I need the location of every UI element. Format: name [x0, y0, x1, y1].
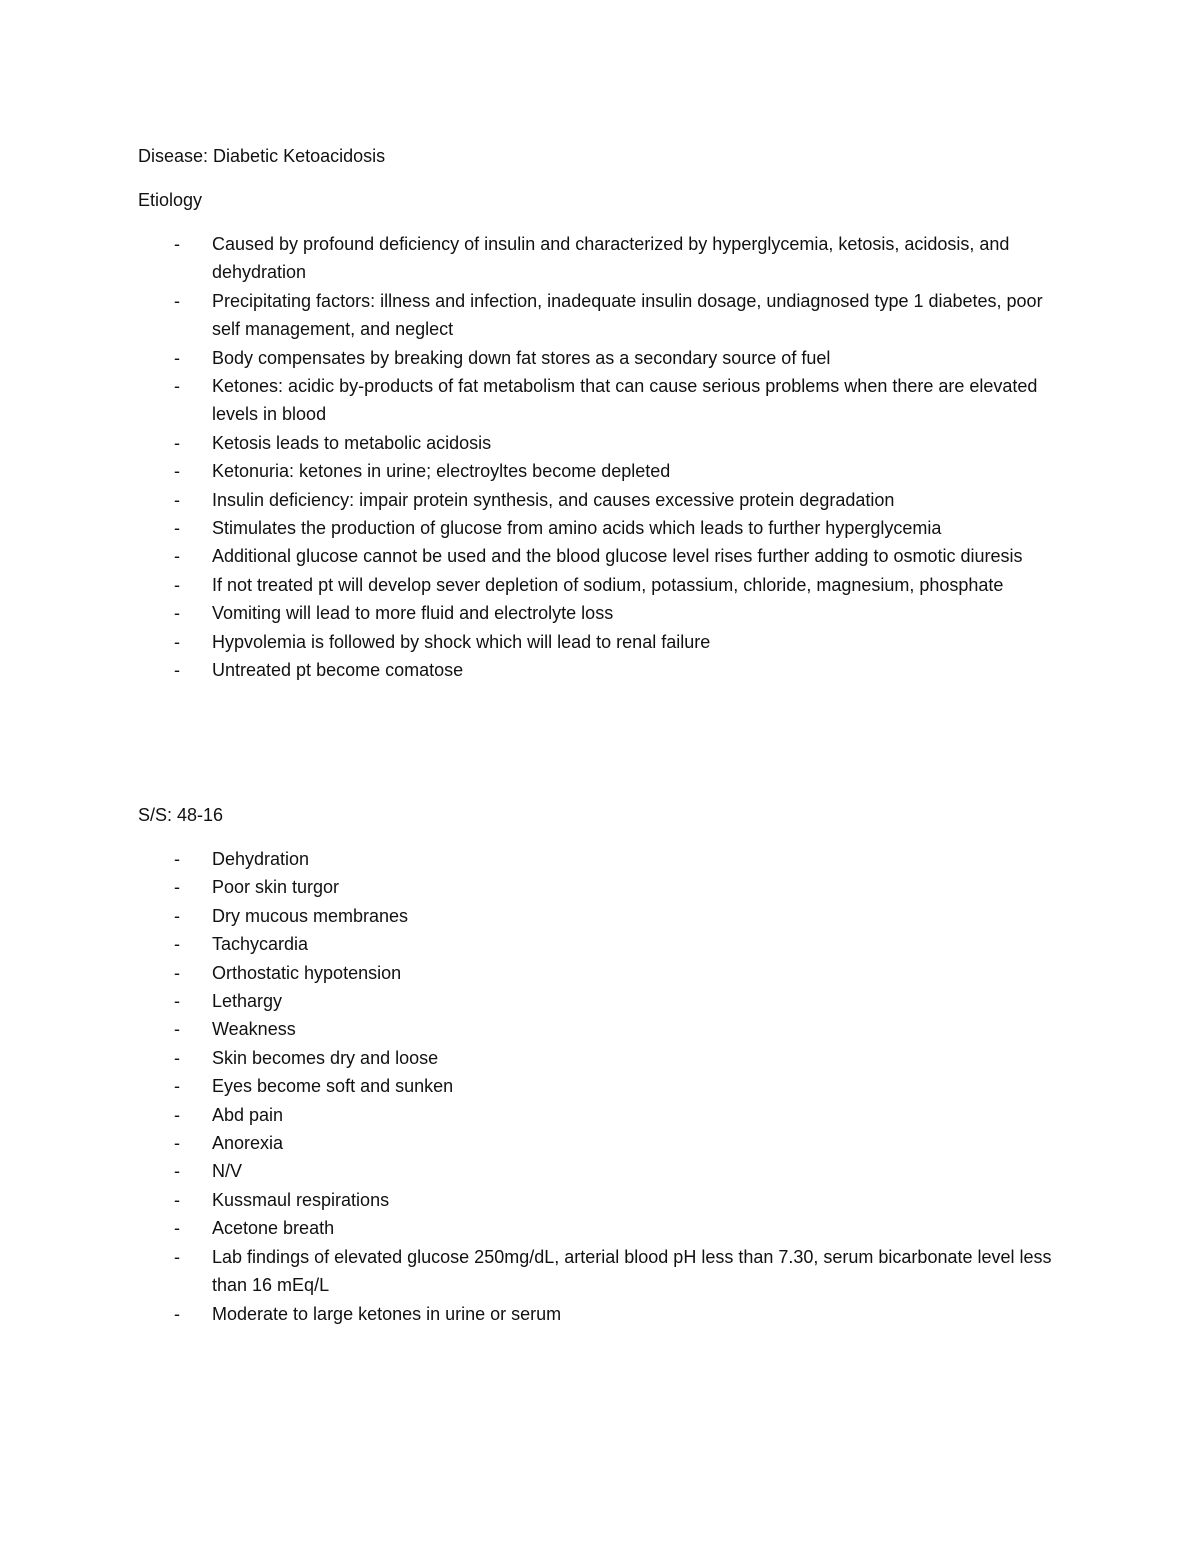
list-item	[138, 1214, 1058, 1242]
list-item-text: If not treated pt will develop sever depletion of sodium, potassium, chloride, magnesium, phosphate	[212, 574, 1004, 595]
etiology-heading: Etiology	[138, 190, 203, 210]
list-item	[138, 873, 1058, 901]
dash-bullet: -	[174, 1303, 180, 1324]
list-item-text: Poor skin turgor	[212, 877, 340, 898]
dash-bullet: -	[174, 1047, 180, 1068]
list-item	[138, 344, 1058, 372]
list-item-text: Stimulates the production of glucose from amino acids which leads to further hyperglycemia	[212, 518, 942, 539]
list-item-text: Eyes become soft and sunken	[212, 1076, 454, 1097]
dash-bullet: -	[174, 461, 180, 482]
dash-bullet: -	[174, 631, 180, 652]
list-item-text: Dehydration	[212, 849, 310, 869]
dash-bullet: -	[174, 1076, 180, 1097]
dash-bullet: -	[174, 603, 180, 624]
dash-bullet: -	[174, 1161, 180, 1182]
dash-bullet: -	[174, 1133, 180, 1154]
list-item	[138, 486, 1058, 514]
dash-bullet: -	[174, 1246, 180, 1267]
dash-bullet: -	[174, 489, 180, 510]
dash-bullet: -	[174, 518, 180, 539]
list-item-text: Lethargy	[212, 991, 283, 1012]
list-item	[138, 1243, 1058, 1300]
list-item-text: Tachycardia	[212, 934, 309, 955]
dash-bullet: -	[174, 234, 180, 254]
list-item	[138, 930, 1058, 958]
list-item-text: Lab findings of elevated glucose 250mg/dL, arterial blood pH less than 7.30, serum bicarbonate level less than 16 mEq/L	[212, 1246, 1052, 1296]
list-item-text: Acetone breath	[212, 1218, 335, 1239]
dash-bullet: -	[174, 877, 180, 898]
dash-bullet: -	[174, 1019, 180, 1040]
list-item	[138, 656, 1058, 684]
signs-symptoms-heading: S/S: 48-16	[138, 805, 224, 825]
list-item-text: Additional glucose cannot be used and the blood glucose level rises further adding to osmotic diuresis	[212, 546, 1023, 567]
list-item-text: Body compensates by breaking down fat stores as a secondary source of fuel	[212, 347, 831, 368]
list-item	[138, 514, 1058, 542]
list-item-text: Precipitating factors: illness and infection, inadequate insulin dosage, undiagnosed type 1 diabetes, poor self management, and neglect	[212, 290, 1043, 340]
list-item	[138, 1101, 1058, 1129]
list-item	[138, 987, 1058, 1015]
dash-bullet: -	[174, 347, 180, 368]
list-item-text: Untreated pt become comatose	[212, 660, 464, 681]
list-item	[138, 287, 1058, 344]
list-item	[138, 628, 1058, 656]
dash-bullet: -	[174, 991, 180, 1012]
list-item-text: Moderate to large ketones in urine or serum	[212, 1303, 562, 1324]
dash-bullet: -	[174, 376, 180, 397]
list-item	[138, 1186, 1058, 1214]
list-item	[138, 457, 1058, 485]
list-item	[138, 599, 1058, 627]
dash-bullet: -	[174, 1189, 180, 1210]
dash-bullet: -	[174, 849, 180, 869]
dash-bullet: -	[174, 934, 180, 955]
dash-bullet: -	[174, 574, 180, 595]
list-item	[138, 230, 1058, 287]
list-item	[138, 845, 1058, 873]
list-item-text: Weakness	[212, 1019, 296, 1040]
list-item	[138, 902, 1058, 930]
list-item-text: N/V	[212, 1161, 243, 1182]
dash-bullet: -	[174, 1218, 180, 1239]
dash-bullet: -	[174, 290, 180, 311]
list-item-text: Ketones: acidic by-products of fat metabolism that can cause serious problems when there are elevated levels in blood	[212, 376, 1038, 425]
list-item	[138, 1072, 1058, 1100]
dash-bullet: -	[174, 660, 180, 681]
list-item	[138, 1015, 1058, 1043]
list-item-text: Abd pain	[212, 1104, 284, 1125]
dash-bullet: -	[174, 905, 180, 926]
dash-bullet: -	[174, 962, 180, 983]
list-item	[138, 1300, 1058, 1328]
list-item-text: Ketonuria: ketones in urine; electroyltes become depleted	[212, 461, 671, 482]
list-item	[138, 571, 1058, 599]
list-item-text: Vomiting will lead to more fluid and electrolyte loss	[212, 603, 614, 624]
list-item-text: Orthostatic hypotension	[212, 962, 402, 983]
list-item	[138, 1157, 1058, 1185]
etiology-list	[138, 230, 1058, 685]
list-item-text: Kussmaul respirations	[212, 1189, 390, 1210]
list-item-text: Anorexia	[212, 1133, 284, 1154]
page-title: Disease: Diabetic Ketoacidosis	[138, 146, 386, 166]
dash-bullet: -	[174, 1104, 180, 1125]
list-item	[138, 429, 1058, 457]
list-item-text: Ketosis leads to metabolic acidosis	[212, 432, 492, 453]
list-item-text: Dry mucous membranes	[212, 905, 409, 926]
list-item-text: Caused by profound deficiency of insulin and characterized by hyperglycemia, ketosis, acidosis, and dehydration	[212, 234, 1010, 283]
list-item-text: Hypvolemia is followed by shock which will lead to renal failure	[212, 631, 711, 652]
list-item	[138, 1044, 1058, 1072]
list-item	[138, 1129, 1058, 1157]
list-item	[138, 372, 1058, 429]
list-item-text: Insulin deficiency: impair protein synthesis, and causes excessive protein degradation	[212, 489, 895, 510]
list-item	[138, 959, 1058, 987]
dash-bullet: -	[174, 546, 180, 567]
list-item	[138, 542, 1058, 570]
signs-symptoms-list	[138, 845, 1058, 1328]
dash-bullet: -	[174, 432, 180, 453]
list-item-text: Skin becomes dry and loose	[212, 1047, 439, 1068]
